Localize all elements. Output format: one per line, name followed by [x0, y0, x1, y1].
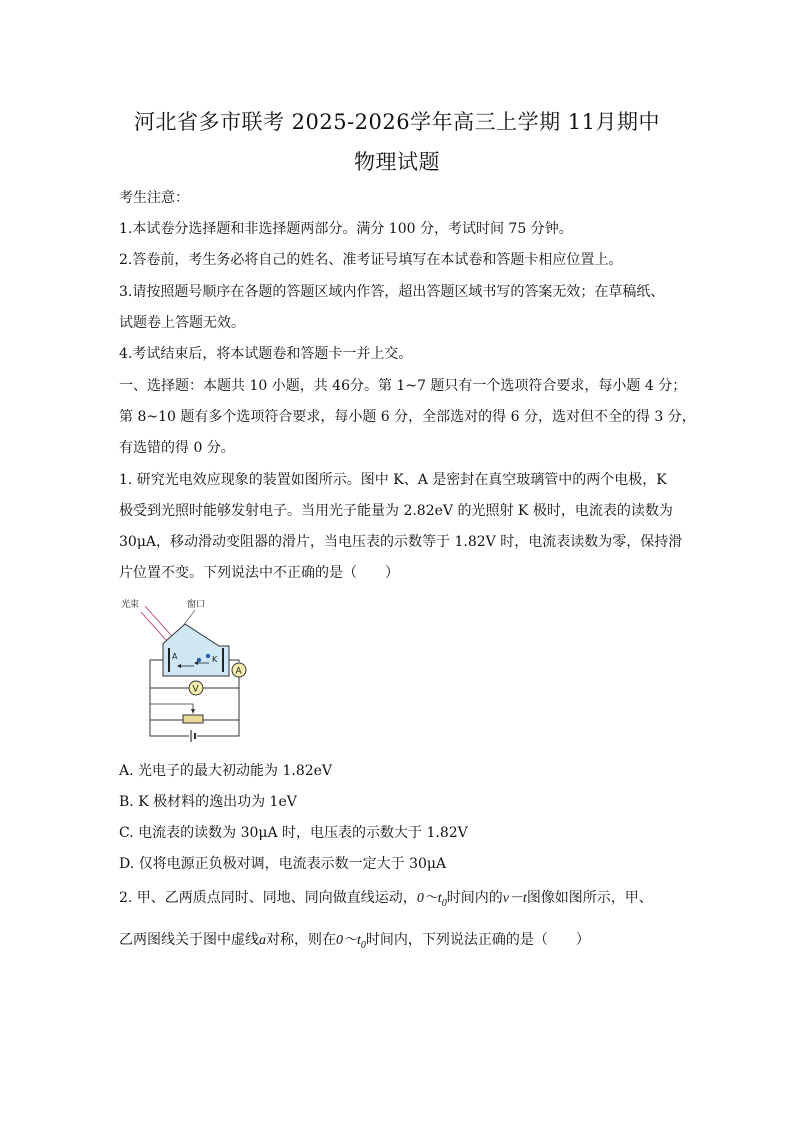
ammeter-label: A [235, 666, 242, 677]
question-2-line-2: 乙两图线关于图中虚线a对称，则在$0\sim t_0$时间内，下列说法正确的是（ ） [119, 932, 590, 951]
note-line: 试题卷上答题无效。 [119, 315, 245, 331]
light-beam-label: 光束 [121, 600, 140, 610]
anode-label: A [172, 652, 178, 661]
rheostat-icon [183, 715, 203, 723]
photoelectric-circuit-diagram [119, 596, 259, 746]
section-instruction: 一、选择题：本题共 10 小题，共 46分。第 1~7 题只有一个选项符合要求，每小题 4 分； [119, 378, 687, 394]
option-b: B. K 极材料的逸出功为 1eV [119, 794, 297, 810]
note-line: 2.答卷前，考生务必将自己的姓名、准考证号填写在本试卷和答题卡相应位置上。 [119, 252, 623, 268]
section-instruction: 有选错的得 0 分。 [119, 440, 235, 456]
cathode-label: K [212, 655, 218, 664]
title-line-2: 物理试题 [354, 150, 440, 174]
question-1-text: 片位置不变。下列说法中不正确的是（ ） [119, 565, 399, 581]
vacuum-tube [163, 624, 229, 676]
question-1-text: 极受到光照时能够发射电子。当用光子能量为 2.82eV 的光照射 K 极时，电流表的读数为 [119, 503, 673, 519]
option-c: C. 电流表的读数为 30μA 时，电压表的示数大于 1.82V [119, 825, 468, 841]
window-label: 窗口 [187, 600, 206, 610]
note-line: 4.考试结束后，将本试题卷和答题卡一并上交。 [119, 346, 413, 362]
note-line: 3.请按照题号顺序在各题的答题区域内作答，超出答题区域书写的答案无效；在草稿纸、 [119, 284, 665, 300]
option-d: D. 仅将电源正负极对调，电流表示数一定大于 30μA [119, 856, 447, 872]
rheostat-slider-icon [191, 709, 195, 714]
note-line: 1.本试卷分选择题和非选择题两部分。满分 100 分，考试时间 75 分钟。 [119, 221, 573, 237]
voltmeter-label: V [192, 684, 199, 695]
question-1-text: 1. 研究光电效应现象的装置如图所示。图中 K、A 是密封在真空玻璃管中的两个电极，K [119, 472, 667, 488]
notes-heading: 考生注意： [119, 190, 189, 206]
question-2-line-1: 2. 甲、乙两质点同时、同地、同向做直线运动，$0\sim t_0$时间内的v－t图像如图所示，甲、 [119, 890, 653, 909]
question-1-text: 30μA，移动滑动变阻器的滑片，当电压表的示数等于 1.82V 时，电流表读数为零，保持滑 [119, 534, 683, 550]
title-line-1: 河北省多市联考 2025-2026学年高三上学期 11月期中 [133, 110, 661, 134]
option-a: A. 光电子的最大初动能为 1.82eV [119, 763, 333, 779]
section-instruction: 第 8~10 题有多个选项符合要求，每小题 6 分，全部选对的得 6 分，选对但不全的得 3 分， [119, 409, 696, 425]
